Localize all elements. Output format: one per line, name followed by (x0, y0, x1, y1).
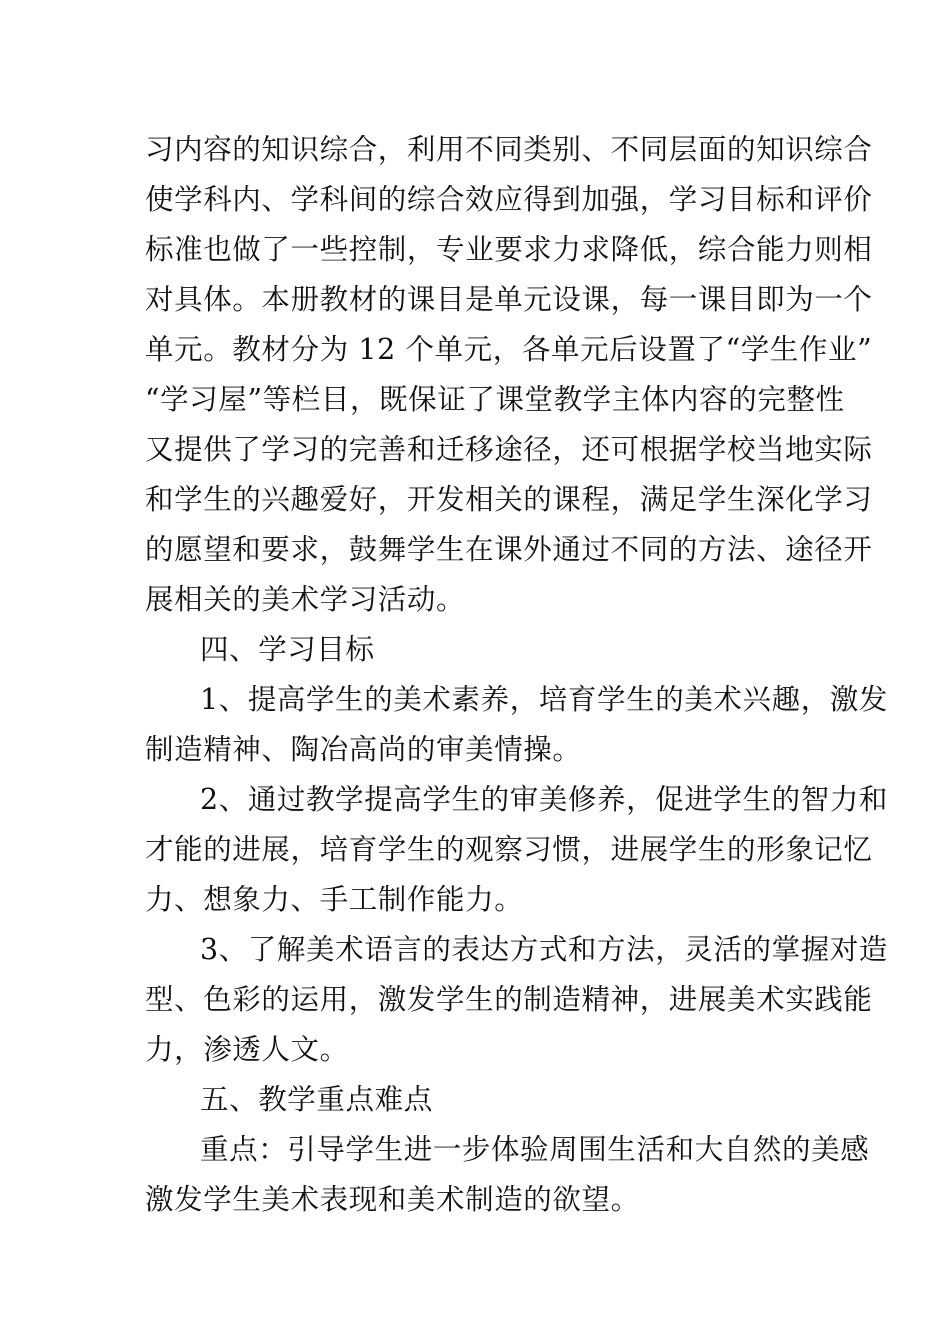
section-heading-key-points: 五、教学重点难点 (200, 1083, 433, 1116)
paragraph-line: 制造精神、陶冶高尚的审美情操。 (145, 733, 582, 766)
paragraph-line: “学习屋”等栏目，既保证了课堂教学主体内容的完整性 (145, 383, 845, 416)
paragraph-line: 3、了解美术语言的表达方式和方法，灵活的掌握对造 (200, 933, 889, 966)
paragraph-line: 单元。教材分为 12 个单元，各单元后设置了“学生作业” (145, 333, 873, 366)
paragraph-line: 型、色彩的运用，激发学生的制造精神，进展美术实践能 (145, 983, 873, 1016)
paragraph-line: 和学生的兴趣爱好，开发相关的课程，满足学生深化学习 (145, 483, 873, 516)
paragraph-line: 使学科内、学科间的综合效应得到加强，学习目标和评价 (145, 183, 873, 216)
paragraph-line: 才能的进展，培育学生的观察习惯，进展学生的形象记忆 (145, 833, 873, 866)
paragraph-line: 对具体。本册教材的课目是单元设课，每一课目即为一个 (145, 283, 873, 316)
paragraph-line: 1、提高学生的美术素养，培育学生的美术兴趣，激发 (200, 683, 889, 716)
paragraph-line: 的愿望和要求，鼓舞学生在课外通过不同的方法、途径开 (145, 533, 873, 566)
paragraph-line: 激发学生美术表现和美术制造的欲望。 (145, 1183, 640, 1216)
paragraph-line: 习内容的知识综合，利用不同类别、不同层面的知识综合 (145, 133, 873, 166)
paragraph-line: 标准也做了一些控制，专业要求力求降低，综合能力则相 (145, 233, 873, 266)
paragraph-line: 2、通过教学提高学生的审美修养，促进学生的智力和 (200, 783, 889, 816)
section-heading-goals: 四、学习目标 (200, 633, 375, 666)
paragraph-line: 展相关的美术学习活动。 (145, 583, 466, 616)
paragraph-line: 力，渗透人文。 (145, 1033, 349, 1066)
paragraph-line: 又提供了学习的完善和迁移途径，还可根据学校当地实际 (145, 433, 873, 466)
paragraph-line: 力、想象力、手工制作能力。 (145, 883, 524, 916)
paragraph-line: 重点：引导学生进一步体验周围生活和大自然的美感 (200, 1133, 870, 1166)
